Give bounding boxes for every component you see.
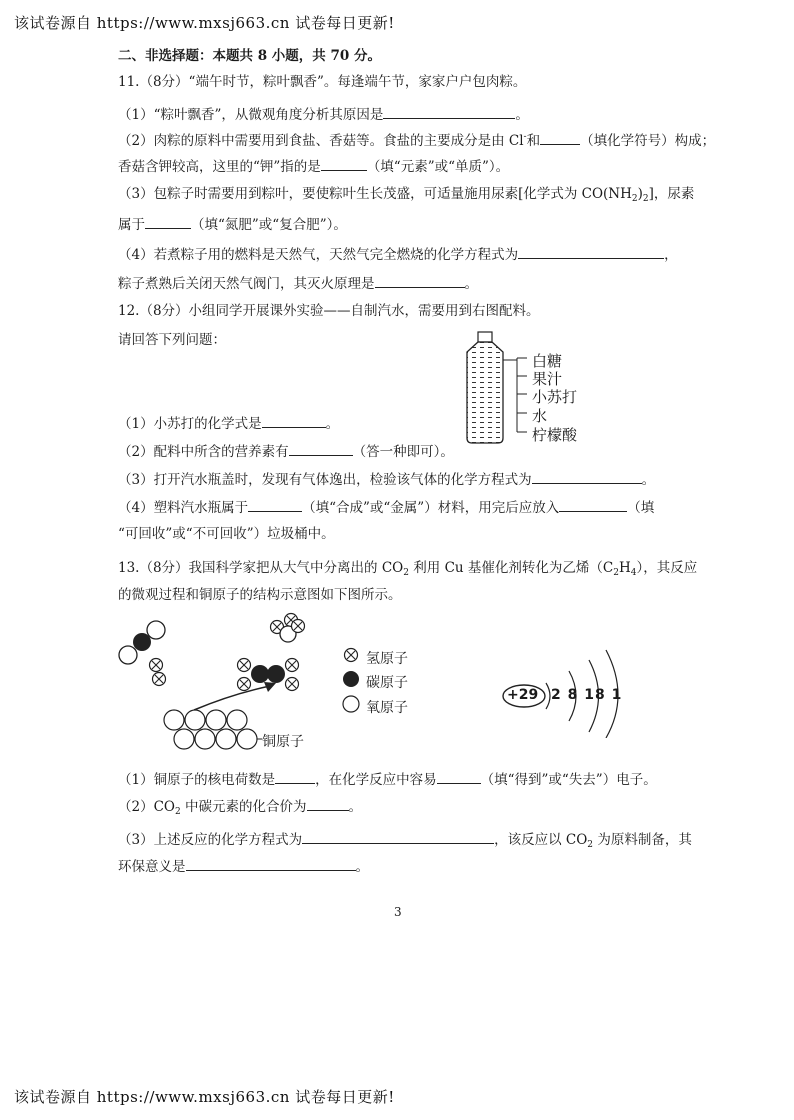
hydrogen-atom [286,659,299,672]
ingredient-label: 白糖 [532,352,563,370]
hydrogen-atom [292,620,305,633]
q11-part4-text: （4）若煮粽子用的燃料是天然气，天然气完全燃烧的化学方程式为 [118,247,519,263]
carbon-atom [267,665,285,683]
ingredient-label: 柠檬酸 [532,426,578,444]
q12-part4-text: （4）塑料汽水瓶属于 [118,500,249,516]
q12-part4 [118,498,654,517]
q13-part2-text: （2）CO [118,799,175,815]
answer-blank[interactable] [532,470,642,484]
answer-blank[interactable] [275,770,315,784]
copper-surface [164,710,257,749]
q11-stem: 11.（8分）“端午时节，粽叶飘香”。每逢端午节，家家户户包肉粽。 [118,74,527,90]
q13-part1 [118,770,657,789]
q12-part1 [118,414,339,433]
ingredient-label: 小苏打 [532,388,578,406]
q12-part4-line2: “可回收”或“不可回收”）垃圾桶中。 [118,526,335,542]
q13-part3-line2-text: 环保意义是 [118,859,186,875]
answer-blank[interactable] [289,442,353,456]
q11-part2-line2 [118,157,509,176]
q12-part1-text: （1）小苏打的化学式是 [118,416,262,432]
legend-carbon: 碳原子 [366,675,408,691]
q13-part3-line2-end: 。 [355,859,369,875]
q11-part2-hint: （填化学符号）构成； [580,133,716,149]
answer-blank[interactable] [262,414,326,428]
q13-stem [118,559,697,582]
watermark-top: 该试卷源自 https://www.mxsj663.cn 试卷每日更新! [14,14,395,32]
subscript: 2 [631,194,638,204]
copper-atom-label: 铜原子 [262,734,304,750]
q11-part4-line2 [118,274,478,293]
q12-part2 [118,442,454,461]
q11-part2-text: （2）肉粽的原料中需要用到食盐、香菇等。食盐的主要成分是由 Cl [118,133,524,149]
ingredient-label: 水 [532,407,548,425]
q12-stem: 12.（8分）小组同学开展课外实验——自制汽水，需要用到右图配料。 [118,303,540,319]
oxygen-atom [119,646,137,664]
hydrogen-atom [286,678,299,691]
hydrogen-atom [150,659,163,672]
superscript: - [523,132,527,142]
answer-blank[interactable] [307,797,349,811]
q11-part2-and: 和 [526,133,541,149]
subscript: 2 [642,194,649,204]
q13-part3 [118,830,692,854]
q13-stem-line2: 的微观过程和铜原子的结构示意图如下图所示。 [118,587,402,603]
answer-blank[interactable] [302,830,494,844]
q13-stem-text: 13.（8分）我国科学家把从大气中分离出的 CO [118,560,404,576]
subscript: 4 [630,568,637,578]
answer-blank[interactable] [383,105,515,119]
hydrogen-atom [238,678,251,691]
hydrogen-atom [238,659,251,672]
oxygen-atom [147,621,165,639]
answer-blank[interactable] [375,274,465,288]
q13-part3-end: 为原料制备，其 [593,832,692,848]
q11-part2 [118,128,715,150]
q11-part3-text: （3）包粽子时需要用到粽叶，要使粽叶生长茂盛，可适量施用尿素[化学式为 CO(NH [118,186,632,202]
q13-stem-text4: ），其反应 [636,560,698,576]
q11-part3-line2 [118,215,347,234]
q11-part3-line2-text: 属于 [118,217,145,233]
carbon-legend-icon [343,671,359,687]
q11-part3 [118,185,694,208]
answer-blank[interactable] [145,215,191,229]
q12-part2-text: （2）配料中所含的营养素有 [118,444,289,460]
q13-stem-text2: 利用 Cu 基催化剂转化为乙烯（C [408,560,614,576]
legend-oxygen: 氧原子 [366,700,408,716]
q11-part3-end: ]，尿素 [648,186,695,202]
q11-part1-end: 。 [515,107,529,123]
electron-shells: 2 8 18 1 [551,687,623,703]
q11-part4-line2-end: 。 [464,276,478,292]
q13-part1-hint: （填“得到”或“失去”）电子。 [480,772,657,788]
q13-part3-text2: ，该反应以 CO [494,832,588,848]
atom-legend-icons [342,646,362,718]
q13-part1-text2: ，在化学反应中容易 [315,772,437,788]
page-number: 3 [394,905,402,919]
hydrogen-atom [153,673,166,686]
q13-part1-text: （1）铜原子的核电荷数是 [118,772,276,788]
q12-part4-hint: （填“合成”或“金属”）材料，用完后应放入 [302,500,560,516]
legend-hydrogen: 氢原子 [366,651,408,667]
q11-part3-line2-hint: （填“氮肥”或“复合肥”）。 [191,217,347,233]
q13-part2-end: 。 [348,799,363,815]
answer-blank[interactable] [518,245,664,259]
q12-part3-text: （3）打开汽水瓶盖时，发现有气体逸出，检验该气体的化学方程式为 [118,472,532,488]
q11-part4 [118,245,678,264]
answer-blank[interactable] [321,157,367,171]
watermark-bottom: 该试卷源自 https://www.mxsj663.cn 试卷每日更新! [14,1088,395,1106]
q13-part2 [118,797,362,821]
answer-blank[interactable] [437,770,481,784]
q11-part2-line2-hint: （填“元素”或“单质”）。 [366,159,510,175]
nucleus-charge: +29 [507,687,539,703]
q11-part3-paren: ) [637,186,643,202]
q13-part2-text2: 中碳元素的化合价为 [180,799,307,815]
q12-part1-end: 。 [325,416,340,432]
answer-blank[interactable] [540,131,580,145]
q12-part3 [118,470,655,489]
subscript: 2 [587,840,594,850]
carbon-atom [251,665,269,683]
q11-part4-line2-text: 粽子煮熟后关闭天然气阀门，其灭火原理是 [118,276,375,292]
subscript: 2 [613,568,619,578]
q12-prompt: 请回答下列问题： [118,332,226,348]
q13-stem-text3: H [618,560,631,576]
q12-part2-hint: （答一种即可）。 [352,444,454,460]
ingredient-label: 果汁 [532,370,563,388]
answer-blank[interactable] [186,857,356,871]
answer-blank[interactable] [559,498,627,512]
q11-part1-text: （1）“粽叶飘香”，从微观角度分析其原因是 [118,107,384,123]
q12-part3-end: 。 [641,472,656,488]
q13-part3-line2 [118,857,369,876]
q13-part3-text: （3）上述反应的化学方程式为 [118,832,303,848]
q11-part2-line2-text: 香菇含钾较高，这里的“钾”指的是 [118,159,321,175]
subscript: 2 [403,568,409,578]
q11-part1 [118,105,529,124]
answer-blank[interactable] [248,498,302,512]
oxygen-legend-icon [343,696,359,712]
q12-part4-end: （填 [627,500,655,516]
subscript: 2 [175,807,181,817]
q11-part4-end: ， [664,247,678,263]
section-title: 二、非选择题：本题共 8 小题，共 70 分。 [118,48,381,64]
